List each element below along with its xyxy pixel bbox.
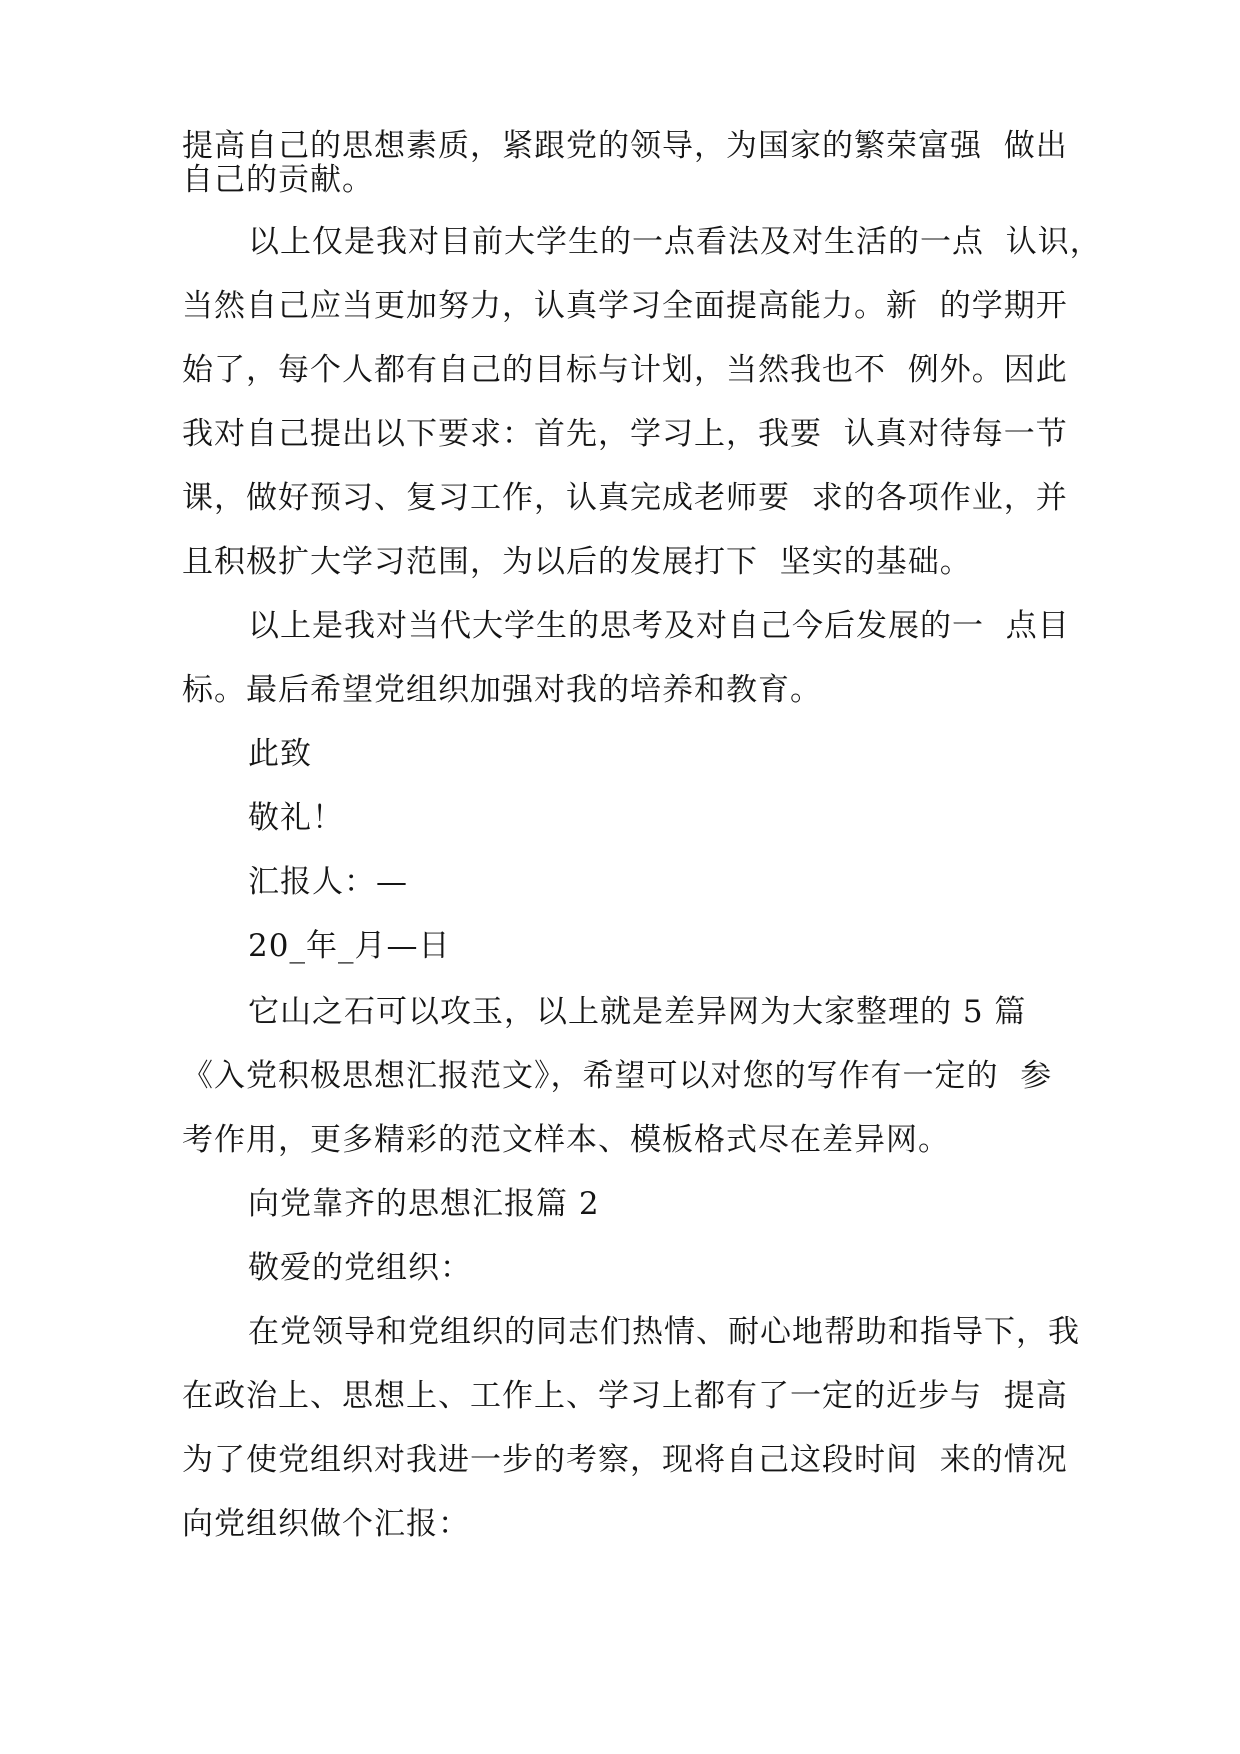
text-line: 以上仅是我对目前大学生的一点看法及对生活的一点 认识， bbox=[248, 224, 1102, 260]
text-line: 向党组织做个汇报： bbox=[182, 1506, 470, 1542]
text-line: 提高自己的思想素质，紧跟党的领导，为国家的繁荣富强 做出 bbox=[182, 128, 1068, 164]
text-line: 在政治上、思想上、工作上、学习上都有了一定的近步与 提高 bbox=[182, 1378, 1068, 1414]
text-line: 我对自己提出以下要求：首先，学习上，我要 认真对待每一节 bbox=[182, 416, 1068, 452]
text-line: 为了使党组织对我进一步的考察，现将自己这段时间 来的情况 bbox=[182, 1442, 1068, 1478]
salutation: 敬爱的党组织： bbox=[248, 1250, 472, 1286]
text-line: 此致 bbox=[248, 736, 312, 772]
text-line: 敬礼！ bbox=[248, 800, 344, 836]
text-line: 以上是我对当代大学生的思考及对自己今后发展的一 点目 bbox=[248, 608, 1070, 644]
text-line: 考作用，更多精彩的范文样本、模板格式尽在差异网。 bbox=[182, 1122, 950, 1158]
section-heading: 向党靠齐的思想汇报篇 2 bbox=[248, 1186, 600, 1222]
text-line: 汇报人：— bbox=[248, 864, 408, 900]
text-line: 在党领导和党组织的同志们热情、耐心地帮助和指导下，我 bbox=[248, 1314, 1080, 1350]
text-line: 20_年_月—日 bbox=[248, 928, 451, 964]
text-line: 当然自己应当更加努力，认真学习全面提高能力。新 的学期开 bbox=[182, 288, 1068, 324]
text-line: 标。最后希望党组织加强对我的培养和教育。 bbox=[182, 672, 822, 708]
text-line: 始了，每个人都有自己的目标与计划，当然我也不 例外。因此 bbox=[182, 352, 1068, 388]
text-line: 它山之石可以攻玉，以上就是差异网为大家整理的 5 篇 bbox=[248, 994, 1027, 1030]
text-line: 且积极扩大学习范围，为以后的发展打下 坚实的基础。 bbox=[182, 544, 972, 580]
text-line: 自己的贡献。 bbox=[182, 162, 374, 198]
text-line: 课，做好预习、复习工作，认真完成老师要 求的各项作业，并 bbox=[182, 480, 1068, 516]
text-line: 《入党积极思想汇报范文》，希望可以对您的写作有一定的 参 bbox=[182, 1058, 1053, 1094]
